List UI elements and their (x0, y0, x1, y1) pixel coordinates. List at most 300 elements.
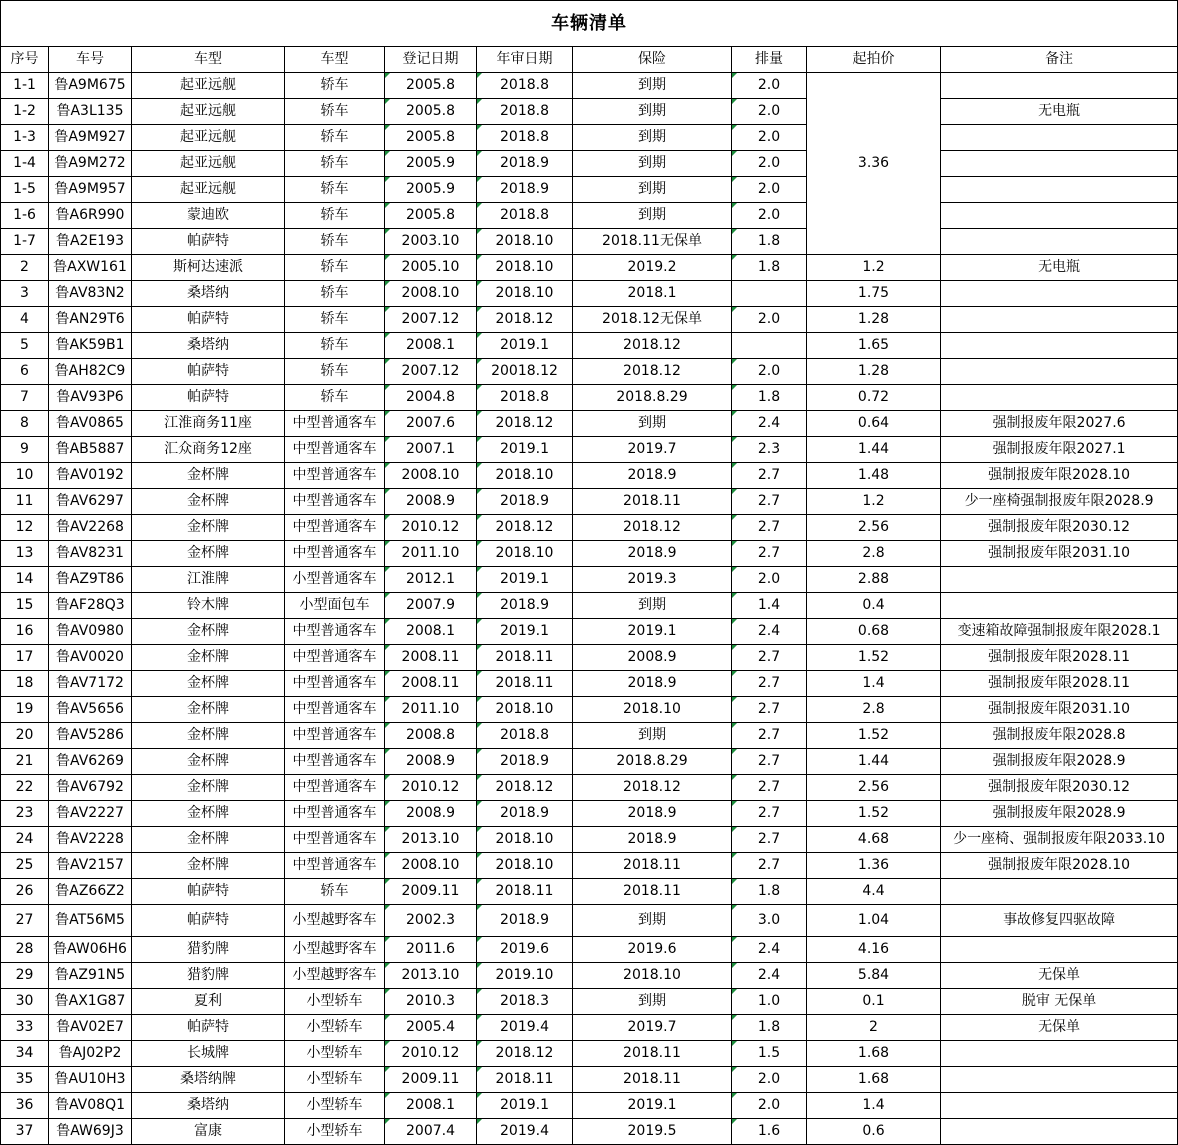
cell-plate[interactable]: 鲁AV93P6 (49, 385, 132, 411)
cell-vehicle-type[interactable]: 中型普通客车 (285, 515, 385, 541)
header-start-price[interactable]: 起拍价 (807, 47, 941, 73)
cell-insurance[interactable]: 2019.1 (573, 1093, 732, 1119)
cell-start-price[interactable]: 1.36 (807, 853, 941, 879)
cell-vehicle-type[interactable]: 轿车 (285, 177, 385, 203)
cell-start-price[interactable]: 1.4 (807, 1093, 941, 1119)
cell-plate[interactable]: 鲁A9M272 (49, 151, 132, 177)
cell-model[interactable]: 金杯牌 (132, 827, 285, 853)
cell-model[interactable]: 猎豹牌 (132, 963, 285, 989)
cell-seq[interactable]: 17 (1, 645, 49, 671)
cell-model[interactable]: 夏利 (132, 989, 285, 1015)
cell-remarks[interactable]: 变速箱故障强制报废年限2028.1 (941, 619, 1178, 645)
cell-plate[interactable]: 鲁A9M927 (49, 125, 132, 151)
cell-model[interactable]: 金杯牌 (132, 775, 285, 801)
cell-displacement[interactable]: 2.0 (732, 125, 807, 151)
cell-plate[interactable]: 鲁AN29T6 (49, 307, 132, 333)
cell-inspect-date[interactable]: 2018.3 (477, 989, 573, 1015)
cell-displacement[interactable]: 1.5 (732, 1041, 807, 1067)
cell-model[interactable]: 金杯牌 (132, 697, 285, 723)
cell-vehicle-type[interactable]: 小型轿车 (285, 1067, 385, 1093)
cell-seq[interactable]: 1-1 (1, 73, 49, 99)
cell-vehicle-type[interactable]: 小型轿车 (285, 989, 385, 1015)
cell-vehicle-type[interactable]: 小型面包车 (285, 593, 385, 619)
cell-insurance[interactable]: 2018.12 (573, 775, 732, 801)
cell-plate[interactable]: 鲁AV2228 (49, 827, 132, 853)
cell-displacement[interactable]: 2.7 (732, 723, 807, 749)
cell-displacement[interactable]: 2.7 (732, 827, 807, 853)
cell-inspect-date[interactable]: 2018.9 (477, 593, 573, 619)
cell-seq[interactable]: 15 (1, 593, 49, 619)
cell-remarks[interactable] (941, 281, 1178, 307)
cell-insurance[interactable]: 2019.5 (573, 1119, 732, 1145)
cell-reg-date[interactable]: 2005.8 (385, 125, 477, 151)
cell-plate[interactable]: 鲁AV7172 (49, 671, 132, 697)
cell-inspect-date[interactable]: 2018.9 (477, 489, 573, 515)
cell-start-price[interactable]: 5.84 (807, 963, 941, 989)
cell-seq[interactable]: 7 (1, 385, 49, 411)
cell-start-price[interactable]: 0.6 (807, 1119, 941, 1145)
cell-seq[interactable]: 3 (1, 281, 49, 307)
cell-reg-date[interactable]: 2005.8 (385, 73, 477, 99)
cell-plate[interactable]: 鲁AV0020 (49, 645, 132, 671)
cell-reg-date[interactable]: 2007.1 (385, 437, 477, 463)
cell-seq[interactable]: 1-7 (1, 229, 49, 255)
cell-plate[interactable]: 鲁A3L135 (49, 99, 132, 125)
cell-vehicle-type[interactable]: 中型普通客车 (285, 853, 385, 879)
cell-seq[interactable]: 27 (1, 905, 49, 937)
cell-displacement[interactable]: 2.0 (732, 177, 807, 203)
cell-inspect-date[interactable]: 20018.12 (477, 359, 573, 385)
cell-start-price[interactable]: 2.88 (807, 567, 941, 593)
cell-plate[interactable]: 鲁AF28Q3 (49, 593, 132, 619)
cell-inspect-date[interactable]: 2019.4 (477, 1015, 573, 1041)
cell-model[interactable]: 斯柯达速派 (132, 255, 285, 281)
cell-start-price[interactable]: 1.65 (807, 333, 941, 359)
cell-seq[interactable]: 37 (1, 1119, 49, 1145)
cell-seq[interactable]: 20 (1, 723, 49, 749)
cell-seq[interactable]: 13 (1, 541, 49, 567)
cell-inspect-date[interactable]: 2019.1 (477, 437, 573, 463)
cell-displacement[interactable]: 1.6 (732, 1119, 807, 1145)
cell-reg-date[interactable]: 2005.9 (385, 177, 477, 203)
cell-insurance[interactable]: 2018.11无保单 (573, 229, 732, 255)
cell-displacement[interactable]: 1.8 (732, 229, 807, 255)
cell-remarks[interactable]: 强制报废年限2028.11 (941, 671, 1178, 697)
cell-model[interactable]: 金杯牌 (132, 515, 285, 541)
cell-inspect-date[interactable]: 2018.12 (477, 515, 573, 541)
cell-plate[interactable]: 鲁A9M957 (49, 177, 132, 203)
cell-displacement[interactable]: 2.7 (732, 463, 807, 489)
cell-remarks[interactable]: 强制报废年限2028.11 (941, 645, 1178, 671)
cell-insurance[interactable]: 2018.12 (573, 359, 732, 385)
cell-remarks[interactable] (941, 333, 1178, 359)
cell-inspect-date[interactable]: 2018.10 (477, 827, 573, 853)
cell-model[interactable]: 长城牌 (132, 1041, 285, 1067)
cell-model[interactable]: 起亚远舰 (132, 177, 285, 203)
cell-displacement[interactable]: 2.3 (732, 437, 807, 463)
cell-plate[interactable]: 鲁AT56M5 (49, 905, 132, 937)
cell-remarks[interactable] (941, 307, 1178, 333)
cell-displacement[interactable]: 2.7 (732, 541, 807, 567)
cell-reg-date[interactable]: 2002.3 (385, 905, 477, 937)
header-seq[interactable]: 序号 (1, 47, 49, 73)
cell-remarks[interactable] (941, 1093, 1178, 1119)
cell-model[interactable]: 金杯牌 (132, 723, 285, 749)
cell-vehicle-type[interactable]: 轿车 (285, 255, 385, 281)
cell-insurance[interactable]: 2018.12无保单 (573, 307, 732, 333)
cell-inspect-date[interactable]: 2018.8 (477, 73, 573, 99)
cell-seq[interactable]: 1-5 (1, 177, 49, 203)
cell-vehicle-type[interactable]: 中型普通客车 (285, 697, 385, 723)
cell-seq[interactable]: 1-3 (1, 125, 49, 151)
cell-model[interactable]: 帕萨特 (132, 229, 285, 255)
cell-remarks[interactable]: 无电瓶 (941, 99, 1178, 125)
cell-displacement[interactable]: 2.0 (732, 203, 807, 229)
cell-reg-date[interactable]: 2010.12 (385, 775, 477, 801)
cell-start-price[interactable]: 0.72 (807, 385, 941, 411)
cell-start-price[interactable]: 2.8 (807, 541, 941, 567)
cell-plate[interactable]: 鲁AV08Q1 (49, 1093, 132, 1119)
cell-remarks[interactable] (941, 1119, 1178, 1145)
cell-model[interactable]: 铃木牌 (132, 593, 285, 619)
cell-displacement[interactable]: 1.0 (732, 989, 807, 1015)
cell-displacement[interactable]: 2.0 (732, 99, 807, 125)
cell-inspect-date[interactable]: 2018.10 (477, 281, 573, 307)
cell-inspect-date[interactable]: 2018.8 (477, 203, 573, 229)
cell-remarks[interactable] (941, 593, 1178, 619)
cell-plate[interactable]: 鲁AZ91N5 (49, 963, 132, 989)
cell-remarks[interactable]: 强制报废年限2028.10 (941, 853, 1178, 879)
cell-inspect-date[interactable]: 2019.1 (477, 567, 573, 593)
cell-insurance[interactable]: 到期 (573, 151, 732, 177)
cell-displacement[interactable]: 1.8 (732, 255, 807, 281)
cell-inspect-date[interactable]: 2018.8 (477, 723, 573, 749)
cell-displacement[interactable]: 2.7 (732, 515, 807, 541)
cell-reg-date[interactable]: 2005.8 (385, 203, 477, 229)
cell-vehicle-type[interactable]: 轿车 (285, 879, 385, 905)
cell-displacement[interactable]: 2.0 (732, 307, 807, 333)
cell-inspect-date[interactable]: 2018.11 (477, 671, 573, 697)
cell-insurance[interactable]: 2018.10 (573, 963, 732, 989)
cell-seq[interactable]: 22 (1, 775, 49, 801)
cell-displacement[interactable]: 2.7 (732, 697, 807, 723)
cell-start-price[interactable]: 0.4 (807, 593, 941, 619)
cell-vehicle-type[interactable]: 中型普通客车 (285, 463, 385, 489)
cell-plate[interactable]: 鲁AJ02P2 (49, 1041, 132, 1067)
cell-start-price[interactable]: 1.2 (807, 489, 941, 515)
cell-displacement[interactable]: 2.4 (732, 619, 807, 645)
cell-insurance[interactable]: 到期 (573, 99, 732, 125)
cell-displacement[interactable]: 2.7 (732, 775, 807, 801)
cell-displacement[interactable]: 2.4 (732, 937, 807, 963)
cell-reg-date[interactable]: 2008.9 (385, 801, 477, 827)
cell-remarks[interactable] (941, 73, 1178, 99)
cell-displacement[interactable]: 2.7 (732, 749, 807, 775)
cell-inspect-date[interactable]: 2018.10 (477, 541, 573, 567)
cell-displacement[interactable]: 2.0 (732, 151, 807, 177)
cell-model[interactable]: 帕萨特 (132, 1015, 285, 1041)
cell-insurance[interactable]: 到期 (573, 203, 732, 229)
cell-start-price[interactable]: 1.44 (807, 749, 941, 775)
cell-seq[interactable]: 12 (1, 515, 49, 541)
cell-inspect-date[interactable]: 2018.9 (477, 801, 573, 827)
cell-plate[interactable]: 鲁AV5656 (49, 697, 132, 723)
cell-remarks[interactable]: 无电瓶 (941, 255, 1178, 281)
cell-start-price[interactable]: 1.2 (807, 255, 941, 281)
cell-plate[interactable]: 鲁AK59B1 (49, 333, 132, 359)
cell-start-price[interactable]: 1.52 (807, 645, 941, 671)
cell-remarks[interactable] (941, 229, 1178, 255)
cell-seq[interactable]: 5 (1, 333, 49, 359)
cell-inspect-date[interactable]: 2018.9 (477, 749, 573, 775)
cell-reg-date[interactable]: 2008.10 (385, 281, 477, 307)
cell-reg-date[interactable]: 2013.10 (385, 963, 477, 989)
cell-seq[interactable]: 23 (1, 801, 49, 827)
cell-start-price[interactable]: 2.56 (807, 515, 941, 541)
cell-reg-date[interactable]: 2005.9 (385, 151, 477, 177)
header-vehicle-type[interactable]: 车型 (285, 47, 385, 73)
cell-vehicle-type[interactable]: 中型普通客车 (285, 749, 385, 775)
cell-plate[interactable]: 鲁A9M675 (49, 73, 132, 99)
cell-vehicle-type[interactable]: 轿车 (285, 73, 385, 99)
cell-seq[interactable]: 9 (1, 437, 49, 463)
cell-remarks[interactable]: 强制报废年限2030.12 (941, 515, 1178, 541)
cell-insurance[interactable]: 2018.11 (573, 489, 732, 515)
cell-seq[interactable]: 8 (1, 411, 49, 437)
cell-vehicle-type[interactable]: 中型普通客车 (285, 801, 385, 827)
cell-remarks[interactable]: 强制报废年限2028.9 (941, 801, 1178, 827)
cell-model[interactable]: 桑塔纳 (132, 1093, 285, 1119)
cell-start-price[interactable]: 1.75 (807, 281, 941, 307)
cell-inspect-date[interactable]: 2019.1 (477, 1093, 573, 1119)
header-reg-date[interactable]: 登记日期 (385, 47, 477, 73)
cell-reg-date[interactable]: 2008.11 (385, 671, 477, 697)
cell-reg-date[interactable]: 2010.3 (385, 989, 477, 1015)
cell-inspect-date[interactable]: 2019.6 (477, 937, 573, 963)
cell-insurance[interactable]: 到期 (573, 593, 732, 619)
cell-vehicle-type[interactable]: 轿车 (285, 281, 385, 307)
header-model[interactable]: 车型 (132, 47, 285, 73)
cell-seq[interactable]: 16 (1, 619, 49, 645)
cell-insurance[interactable]: 2018.11 (573, 1041, 732, 1067)
cell-vehicle-type[interactable]: 中型普通客车 (285, 541, 385, 567)
cell-reg-date[interactable]: 2007.12 (385, 307, 477, 333)
cell-displacement[interactable]: 2.7 (732, 853, 807, 879)
cell-model[interactable]: 金杯牌 (132, 489, 285, 515)
cell-vehicle-type[interactable]: 轿车 (285, 229, 385, 255)
cell-plate[interactable]: 鲁AV2227 (49, 801, 132, 827)
cell-plate[interactable]: 鲁A6R990 (49, 203, 132, 229)
cell-seq[interactable]: 10 (1, 463, 49, 489)
cell-vehicle-type[interactable]: 小型轿车 (285, 1015, 385, 1041)
cell-model[interactable]: 金杯牌 (132, 853, 285, 879)
cell-vehicle-type[interactable]: 轿车 (285, 203, 385, 229)
cell-remarks[interactable]: 强制报废年限2030.12 (941, 775, 1178, 801)
cell-plate[interactable]: 鲁AH82C9 (49, 359, 132, 385)
cell-inspect-date[interactable]: 2019.1 (477, 619, 573, 645)
cell-inspect-date[interactable]: 2018.8 (477, 125, 573, 151)
cell-reg-date[interactable]: 2008.1 (385, 333, 477, 359)
cell-vehicle-type[interactable]: 中型普通客车 (285, 489, 385, 515)
cell-remarks[interactable] (941, 385, 1178, 411)
cell-reg-date[interactable]: 2011.10 (385, 541, 477, 567)
cell-insurance[interactable]: 2019.6 (573, 937, 732, 963)
cell-insurance[interactable]: 到期 (573, 905, 732, 937)
cell-insurance[interactable]: 2018.11 (573, 1067, 732, 1093)
cell-remarks[interactable] (941, 359, 1178, 385)
cell-start-price[interactable]: 4.16 (807, 937, 941, 963)
cell-plate[interactable]: 鲁AV0192 (49, 463, 132, 489)
cell-inspect-date[interactable]: 2018.9 (477, 905, 573, 937)
cell-vehicle-type[interactable]: 轿车 (285, 385, 385, 411)
header-insurance[interactable]: 保险 (573, 47, 732, 73)
cell-insurance[interactable]: 到期 (573, 723, 732, 749)
cell-model[interactable]: 金杯牌 (132, 801, 285, 827)
cell-model[interactable]: 起亚远舰 (132, 125, 285, 151)
cell-inspect-date[interactable]: 2018.10 (477, 853, 573, 879)
cell-start-price[interactable]: 2.8 (807, 697, 941, 723)
cell-remarks[interactable]: 强制报废年限2028.10 (941, 463, 1178, 489)
cell-insurance[interactable]: 2018.12 (573, 515, 732, 541)
cell-plate[interactable]: 鲁AV0865 (49, 411, 132, 437)
sheet-title[interactable]: 车辆清单 (1, 1, 1178, 47)
cell-vehicle-type[interactable]: 小型轿车 (285, 1093, 385, 1119)
cell-insurance[interactable]: 2019.2 (573, 255, 732, 281)
cell-inspect-date[interactable]: 2018.8 (477, 99, 573, 125)
cell-insurance[interactable]: 2018.11 (573, 879, 732, 905)
cell-vehicle-type[interactable]: 轿车 (285, 359, 385, 385)
cell-vehicle-type[interactable]: 小型轿车 (285, 1041, 385, 1067)
cell-model[interactable]: 金杯牌 (132, 541, 285, 567)
cell-model[interactable]: 猎豹牌 (132, 937, 285, 963)
cell-insurance[interactable]: 2018.9 (573, 463, 732, 489)
cell-vehicle-type[interactable]: 轿车 (285, 151, 385, 177)
cell-seq[interactable]: 33 (1, 1015, 49, 1041)
cell-inspect-date[interactable]: 2018.9 (477, 151, 573, 177)
cell-plate[interactable]: 鲁AXW161 (49, 255, 132, 281)
cell-displacement[interactable]: 2.7 (732, 801, 807, 827)
cell-displacement[interactable]: 3.0 (732, 905, 807, 937)
cell-start-price[interactable]: 4.68 (807, 827, 941, 853)
cell-reg-date[interactable]: 2008.8 (385, 723, 477, 749)
cell-start-price[interactable]: 4.4 (807, 879, 941, 905)
cell-reg-date[interactable]: 2008.10 (385, 463, 477, 489)
cell-insurance[interactable]: 2019.7 (573, 1015, 732, 1041)
cell-remarks[interactable] (941, 151, 1178, 177)
cell-vehicle-type[interactable]: 小型越野客车 (285, 905, 385, 937)
cell-seq[interactable]: 18 (1, 671, 49, 697)
cell-plate[interactable]: 鲁AV02E7 (49, 1015, 132, 1041)
cell-reg-date[interactable]: 2008.11 (385, 645, 477, 671)
cell-inspect-date[interactable]: 2018.9 (477, 177, 573, 203)
cell-reg-date[interactable]: 2008.9 (385, 749, 477, 775)
cell-displacement[interactable]: 2.0 (732, 73, 807, 99)
cell-model[interactable]: 起亚远舰 (132, 73, 285, 99)
cell-start-price[interactable]: 1.68 (807, 1041, 941, 1067)
cell-seq[interactable]: 14 (1, 567, 49, 593)
cell-plate[interactable]: 鲁AV83N2 (49, 281, 132, 307)
cell-vehicle-type[interactable]: 中型普通客车 (285, 619, 385, 645)
cell-insurance[interactable]: 到期 (573, 177, 732, 203)
cell-start-price[interactable]: 1.28 (807, 359, 941, 385)
cell-vehicle-type[interactable]: 中型普通客车 (285, 775, 385, 801)
cell-reg-date[interactable]: 2003.10 (385, 229, 477, 255)
cell-remarks[interactable] (941, 567, 1178, 593)
cell-seq[interactable]: 1-4 (1, 151, 49, 177)
cell-reg-date[interactable]: 2013.10 (385, 827, 477, 853)
cell-plate[interactable]: 鲁AV0980 (49, 619, 132, 645)
cell-start-price[interactable]: 0.68 (807, 619, 941, 645)
cell-remarks[interactable] (941, 177, 1178, 203)
cell-plate[interactable]: 鲁AV2268 (49, 515, 132, 541)
cell-reg-date[interactable]: 2011.6 (385, 937, 477, 963)
cell-remarks[interactable]: 强制报废年限2031.10 (941, 541, 1178, 567)
header-remarks[interactable]: 备注 (941, 47, 1178, 73)
cell-displacement[interactable]: 2.7 (732, 489, 807, 515)
cell-displacement[interactable]: 1.8 (732, 1015, 807, 1041)
cell-start-price[interactable]: 0.64 (807, 411, 941, 437)
cell-insurance[interactable]: 2018.9 (573, 541, 732, 567)
cell-remarks[interactable]: 强制报废年限2028.8 (941, 723, 1178, 749)
cell-displacement[interactable]: 2.4 (732, 411, 807, 437)
cell-start-price[interactable]: 2 (807, 1015, 941, 1041)
cell-inspect-date[interactable]: 2018.10 (477, 229, 573, 255)
cell-reg-date[interactable]: 2005.4 (385, 1015, 477, 1041)
cell-inspect-date[interactable]: 2018.11 (477, 645, 573, 671)
cell-vehicle-type[interactable]: 中型普通客车 (285, 645, 385, 671)
cell-insurance[interactable]: 2018.8.29 (573, 749, 732, 775)
cell-plate[interactable]: 鲁AV6792 (49, 775, 132, 801)
cell-plate[interactable]: 鲁AV6269 (49, 749, 132, 775)
cell-seq[interactable]: 26 (1, 879, 49, 905)
cell-start-price-merged[interactable]: 3.36 (807, 73, 941, 255)
cell-remarks[interactable]: 强制报废年限2028.9 (941, 749, 1178, 775)
cell-reg-date[interactable]: 2005.8 (385, 99, 477, 125)
cell-displacement[interactable]: 2.0 (732, 359, 807, 385)
cell-seq[interactable]: 1-2 (1, 99, 49, 125)
header-plate[interactable]: 车号 (49, 47, 132, 73)
cell-model[interactable]: 江淮商务11座 (132, 411, 285, 437)
cell-displacement[interactable]: 1.8 (732, 879, 807, 905)
cell-inspect-date[interactable]: 2018.11 (477, 1067, 573, 1093)
cell-seq[interactable]: 25 (1, 853, 49, 879)
cell-insurance[interactable]: 2018.10 (573, 697, 732, 723)
cell-seq[interactable]: 30 (1, 989, 49, 1015)
cell-reg-date[interactable]: 2007.12 (385, 359, 477, 385)
cell-reg-date[interactable]: 2010.12 (385, 515, 477, 541)
cell-remarks[interactable]: 少一座椅强制报废年限2028.9 (941, 489, 1178, 515)
cell-vehicle-type[interactable]: 中型普通客车 (285, 437, 385, 463)
header-displacement[interactable]: 排量 (732, 47, 807, 73)
cell-model[interactable]: 金杯牌 (132, 671, 285, 697)
cell-remarks[interactable]: 脱审 无保单 (941, 989, 1178, 1015)
cell-remarks[interactable]: 少一座椅、强制报废年限2033.10 (941, 827, 1178, 853)
cell-start-price[interactable]: 1.04 (807, 905, 941, 937)
cell-plate[interactable]: 鲁AV5286 (49, 723, 132, 749)
cell-insurance[interactable]: 2019.7 (573, 437, 732, 463)
cell-inspect-date[interactable]: 2019.10 (477, 963, 573, 989)
cell-plate[interactable]: 鲁AW06H6 (49, 937, 132, 963)
cell-remarks[interactable]: 无保单 (941, 963, 1178, 989)
cell-model[interactable]: 帕萨特 (132, 905, 285, 937)
cell-seq[interactable]: 29 (1, 963, 49, 989)
cell-inspect-date[interactable]: 2018.12 (477, 775, 573, 801)
cell-remarks[interactable]: 事故修复四驱故障 (941, 905, 1178, 937)
cell-vehicle-type[interactable]: 中型普通客车 (285, 723, 385, 749)
cell-model[interactable]: 帕萨特 (132, 385, 285, 411)
cell-inspect-date[interactable]: 2018.12 (477, 1041, 573, 1067)
cell-plate[interactable]: 鲁AV8231 (49, 541, 132, 567)
